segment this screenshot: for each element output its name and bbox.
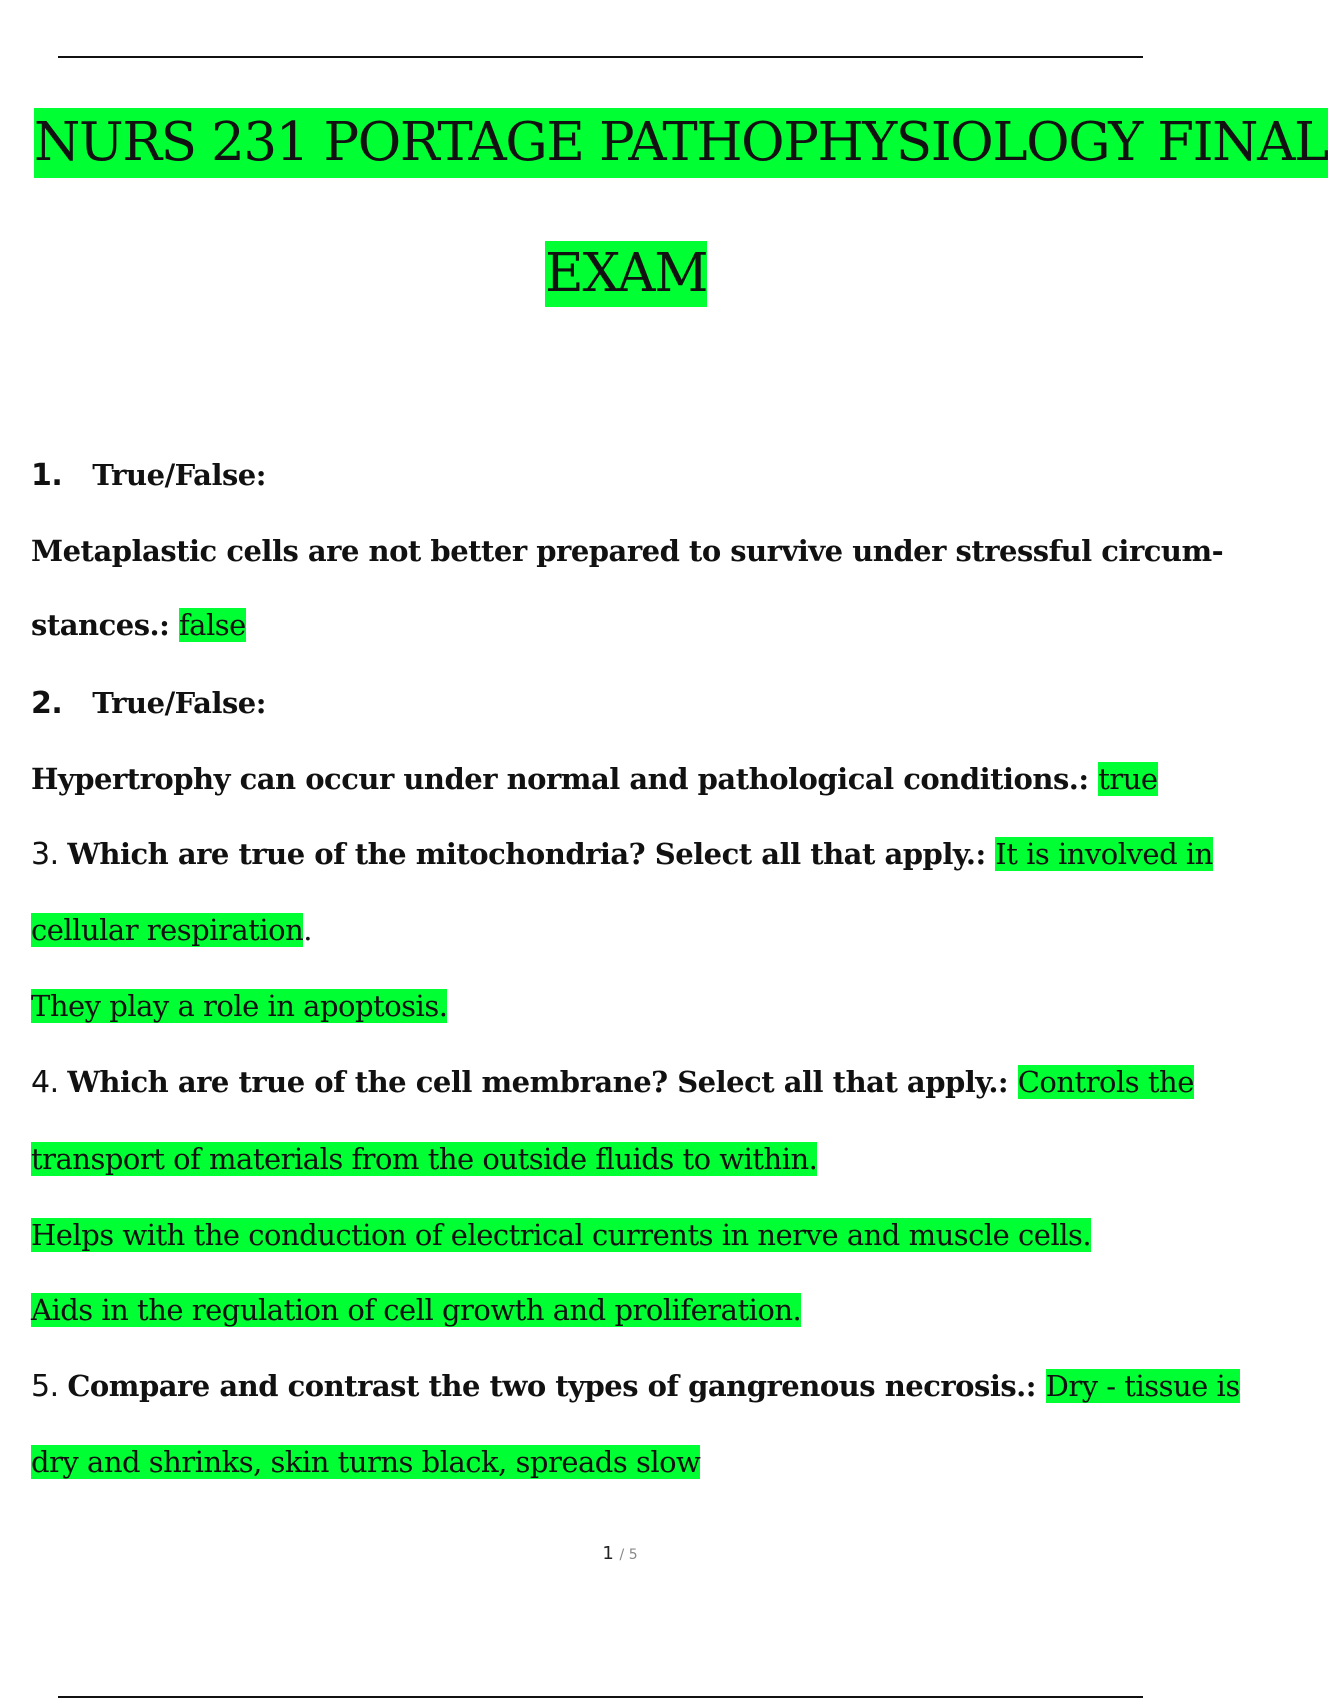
question-type-label: True/False:: [92, 686, 266, 720]
page-number: [0, 1543, 1240, 1564]
bottom-rule: [58, 1696, 1143, 1698]
question-5-text: [31, 1366, 1240, 1407]
question-3-answer-line-3: [31, 986, 447, 1026]
question-text: Which are true of the mitochondria? Select all that apply.:: [67, 837, 996, 871]
question-1-header: [31, 455, 266, 496]
answer-highlight: true: [1098, 762, 1158, 796]
answer-highlight: cellular respiration: [31, 913, 304, 947]
answer-punctuation: .: [303, 913, 312, 947]
answer-highlight: Helps with the conduction of electrical currents in nerve and muscle cells.: [31, 1218, 1092, 1252]
question-4-answer-line-4: [31, 1290, 801, 1330]
question-text-tail: stances.:: [31, 608, 179, 642]
answer-highlight: false: [178, 608, 246, 642]
answer-highlight: They play a role in apoptosis.: [31, 989, 448, 1023]
answer-highlight: Dry - tissue is: [1045, 1369, 1240, 1403]
question-text: Hypertrophy can occur under normal and pathological conditions.:: [31, 762, 1099, 796]
question-4-text: [31, 1062, 1194, 1103]
page-current: 1: [602, 1543, 614, 1564]
answer-highlight: dry and shrinks, skin turns black, spreads slow: [31, 1445, 701, 1479]
question-4-answer-line-2: [31, 1139, 817, 1179]
document-title: NURS 231 PORTAGE PATHOPHYSIOLOGY FINAL: [34, 108, 1328, 178]
question-text: Which are true of the cell membrane? Select all that apply.:: [67, 1065, 1018, 1099]
question-number: 5.: [31, 1369, 59, 1404]
question-3-answer-line-2: [31, 910, 312, 950]
question-3-text: [31, 834, 1213, 875]
top-rule: [58, 56, 1143, 58]
question-number: 1.: [31, 458, 63, 493]
question-2-text: [31, 759, 1158, 799]
question-1-text-continued: [31, 605, 246, 645]
question-2-header: [31, 683, 266, 724]
question-1-text: Metaplastic cells are not better prepared to survive under stressful circum-: [31, 534, 1224, 568]
question-number: 2.: [31, 686, 63, 721]
document-title-continued: EXAM: [545, 241, 707, 307]
question-text: Compare and contrast the two types of gangrenous necrosis.:: [67, 1369, 1046, 1403]
question-type-label: True/False:: [92, 458, 266, 492]
question-4-answer-line-3: [31, 1215, 1091, 1255]
answer-highlight: Aids in the regulation of cell growth and proliferation.: [31, 1293, 802, 1327]
question-5-answer-line-2: [31, 1442, 700, 1482]
answer-highlight: Controls the: [1017, 1065, 1194, 1099]
question-number: 3.: [31, 837, 59, 872]
answer-highlight: transport of materials from the outside fluids to within.: [31, 1142, 818, 1176]
page-total: / 5: [619, 1547, 638, 1563]
answer-highlight: It is involved in: [995, 837, 1213, 871]
question-number: 4.: [31, 1065, 59, 1100]
